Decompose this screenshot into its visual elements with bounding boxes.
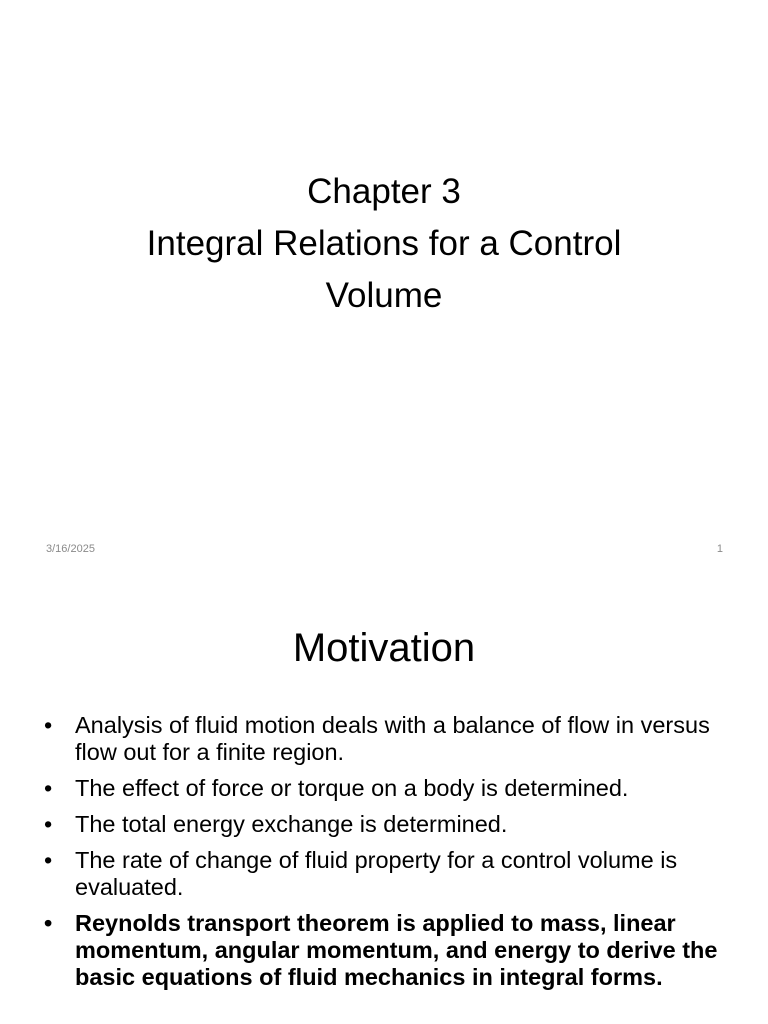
bullet-marker: •: [44, 775, 53, 801]
bullet-marker: •: [44, 847, 53, 873]
bullet-text: The effect of force or torque on a body is determined.: [75, 775, 629, 801]
bullet-item: [44, 775, 734, 802]
bullet-text: The rate of change of fluid property for a control volume is evaluated.: [75, 847, 678, 900]
bullet-list: [44, 712, 734, 1000]
slide-heading: Motivation: [292, 626, 476, 670]
slide-page-number: 1: [716, 543, 723, 555]
bullet-marker: •: [44, 811, 53, 837]
bullet-text: Analysis of fluid motion deals with a balance of flow in versus flow out for a finite region.: [75, 712, 710, 765]
slide-date: 3/16/2025: [46, 543, 95, 555]
bullet-text: The total energy exchange is determined.: [75, 811, 508, 837]
title-line-subject-cont: Volume: [325, 276, 443, 315]
slide-title: [0, 166, 768, 322]
motivation-slide: [0, 576, 768, 1024]
bullet-item-emphasis: [44, 910, 734, 991]
bullet-item: [44, 847, 734, 901]
title-line-subject: Integral Relations for a Control: [146, 224, 622, 263]
title-line-chapter: Chapter 3: [307, 172, 461, 211]
bullet-marker: •: [44, 910, 53, 936]
bullet-item: [44, 712, 734, 766]
bullet-text: Reynolds transport theorem is applied to mass, linear momentum, angular momentum, and energy to derive the basic equations of fluid mechanics in integral forms.: [75, 910, 718, 990]
bullet-item: [44, 811, 734, 838]
bullet-marker: •: [44, 712, 53, 738]
